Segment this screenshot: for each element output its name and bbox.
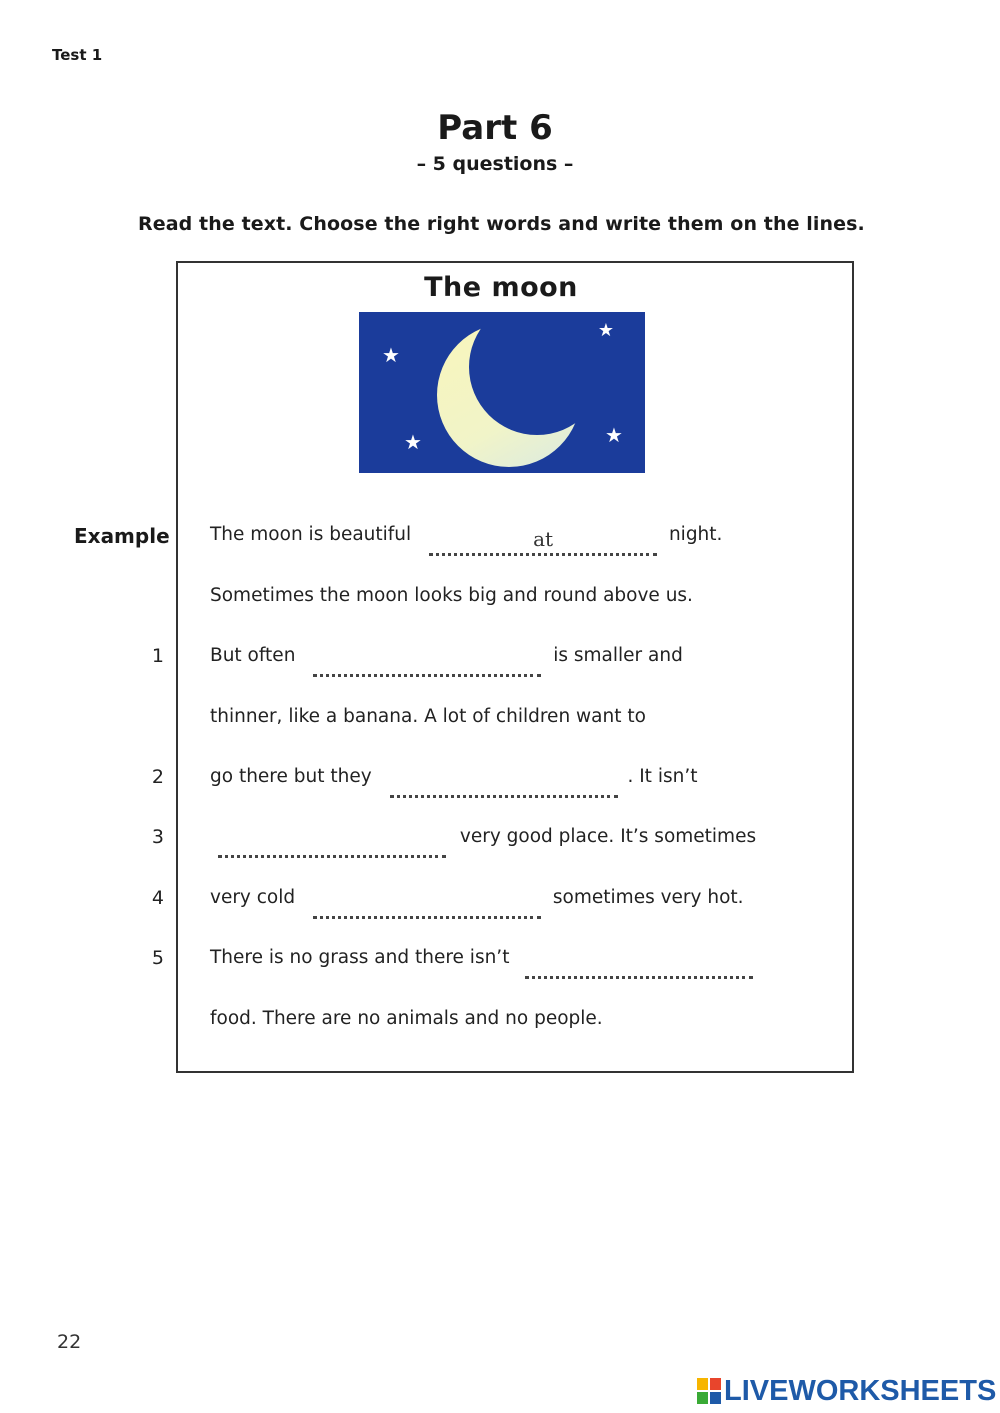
star-icon: ★ bbox=[605, 423, 623, 447]
story-line: Sometimes the moon looks big and round above us. bbox=[210, 585, 693, 606]
story-line-example bbox=[210, 524, 722, 556]
story-title: The moon bbox=[424, 272, 578, 303]
answer-field-3[interactable] bbox=[218, 831, 446, 858]
story-line-q5 bbox=[210, 947, 753, 979]
line-text-after: sometimes very hot. bbox=[552, 887, 744, 908]
story-line-q3 bbox=[218, 826, 756, 858]
question-number: 3 bbox=[151, 826, 164, 848]
brand-text: LIVEWORKSHEETS bbox=[724, 1374, 997, 1407]
answer-field-4[interactable] bbox=[313, 892, 541, 919]
line-text-after: night. bbox=[668, 524, 723, 545]
question-number: 1 bbox=[151, 645, 164, 667]
test-label: Test 1 bbox=[52, 46, 103, 64]
brand-logo bbox=[697, 1374, 996, 1408]
story-line: thinner, like a banana. A lot of children want to bbox=[210, 706, 646, 727]
story-line-q4 bbox=[210, 887, 744, 919]
line-text-before: The moon is beautiful bbox=[210, 524, 412, 545]
question-number: 2 bbox=[151, 766, 164, 788]
example-label: Example bbox=[74, 524, 170, 548]
line-text-before: There is no grass and there isn’t bbox=[210, 947, 510, 968]
story-line: food. There are no animals and no people. bbox=[210, 1008, 603, 1029]
example-answer-field: at bbox=[429, 529, 657, 556]
question-number: 5 bbox=[151, 947, 164, 969]
star-icon: ★ bbox=[382, 343, 400, 367]
moon-picture bbox=[359, 312, 645, 473]
page-number: 22 bbox=[57, 1331, 82, 1353]
story-line-q2 bbox=[210, 766, 697, 798]
star-icon: ★ bbox=[597, 320, 615, 341]
line-text-after: . It isn’t bbox=[627, 766, 698, 787]
line-text-before: very cold bbox=[210, 887, 296, 908]
star-icon: ★ bbox=[404, 430, 422, 454]
liveworksheets-icon bbox=[697, 1378, 721, 1404]
story-line-q1 bbox=[210, 645, 683, 677]
line-text-before: But often bbox=[210, 645, 296, 666]
line-text-before: go there but they bbox=[210, 766, 372, 787]
question-number: 4 bbox=[151, 887, 164, 909]
part-title: Part 6 bbox=[437, 108, 553, 148]
answer-field-5[interactable] bbox=[525, 952, 753, 979]
answer-field-1[interactable] bbox=[313, 650, 541, 677]
answer-field-2[interactable] bbox=[390, 771, 618, 798]
instructions: Read the text. Choose the right words and write them on the lines. bbox=[138, 213, 865, 235]
part-subtitle: – 5 questions – bbox=[416, 153, 574, 175]
line-text-after: is smaller and bbox=[553, 645, 683, 666]
line-text-after: very good place. It’s sometimes bbox=[459, 826, 757, 847]
